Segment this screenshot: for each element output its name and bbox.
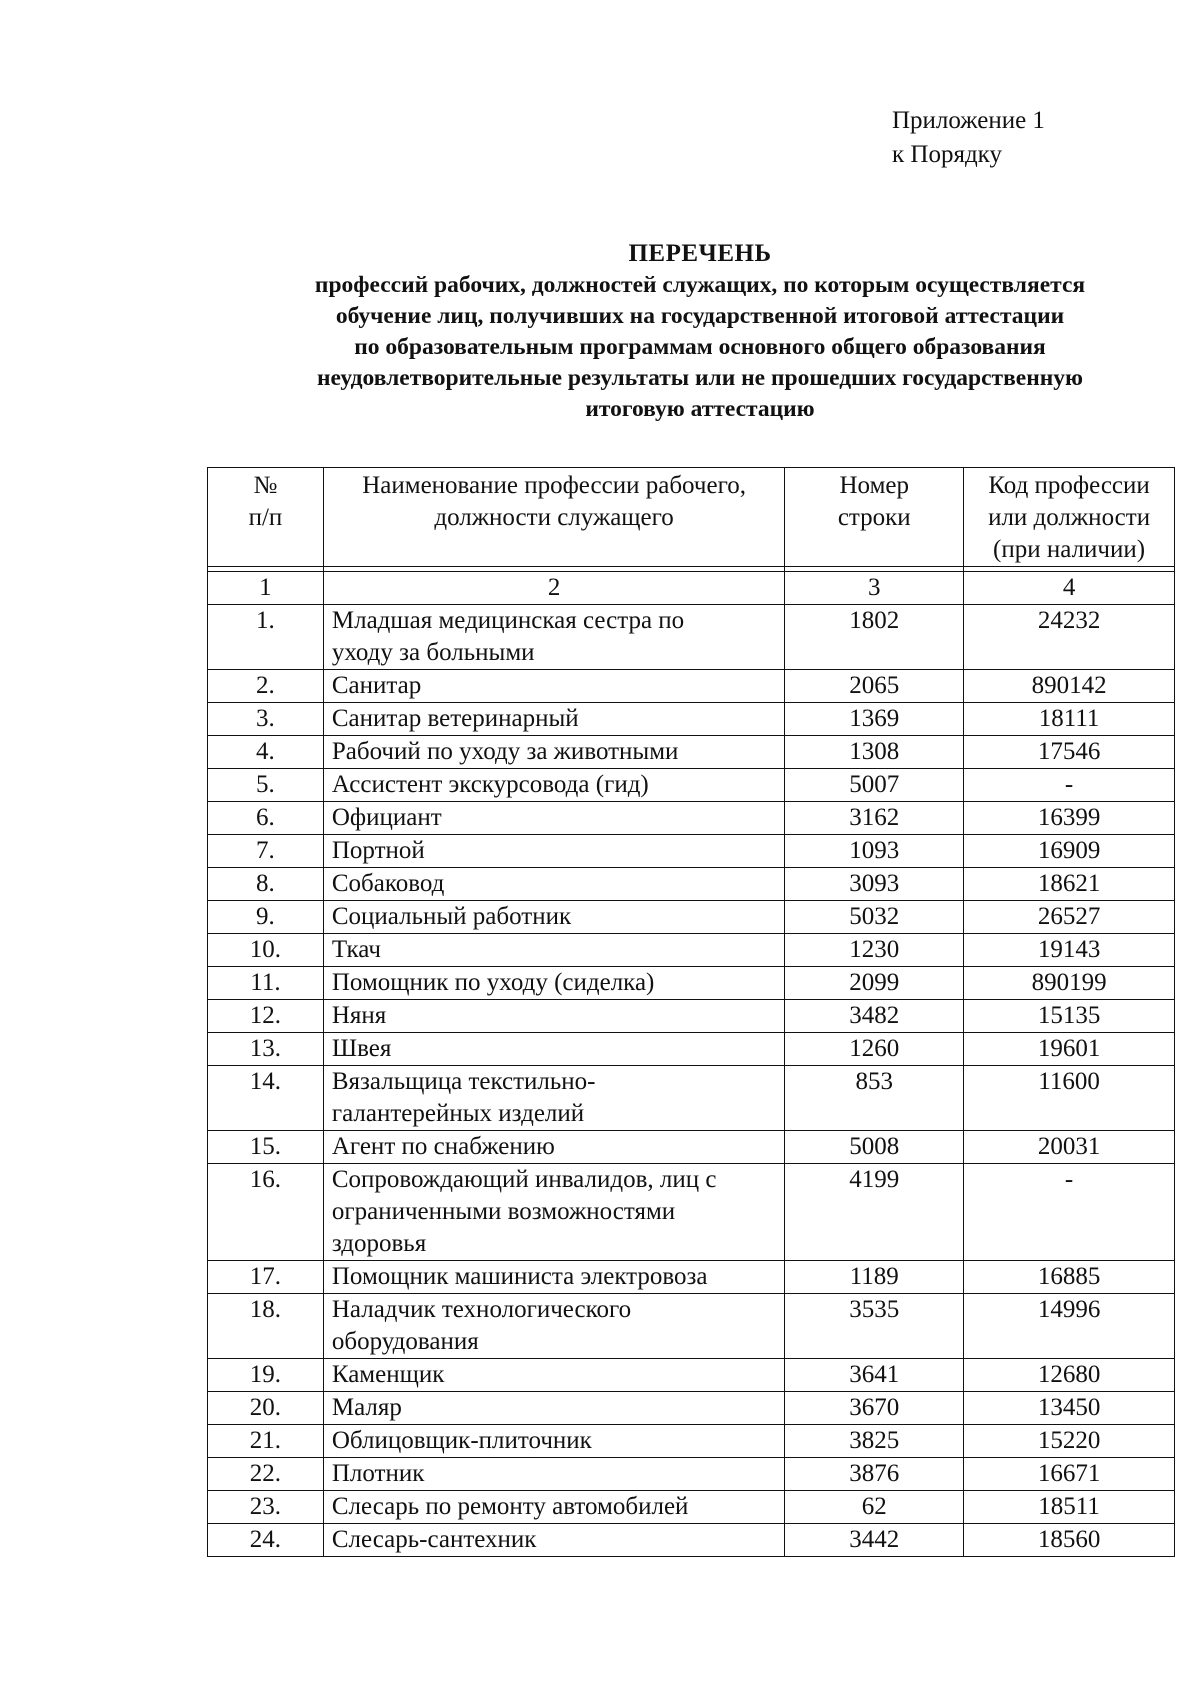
row-number: 3. — [208, 703, 324, 736]
profession-name-line: оборудования — [331, 1328, 479, 1355]
column-numbers-row — [208, 572, 1175, 605]
table-row — [208, 901, 1175, 934]
profession-name-line: Маляр — [331, 1394, 402, 1421]
table-row — [208, 736, 1175, 769]
profession-code: 15220 — [964, 1425, 1175, 1458]
table-row — [208, 835, 1175, 868]
header-text: № — [253, 472, 278, 499]
table-row — [208, 1033, 1175, 1066]
line-number: 5032 — [785, 901, 964, 934]
table-row — [208, 1458, 1175, 1491]
profession-name — [323, 1261, 784, 1294]
profession-name — [323, 703, 784, 736]
table-row — [208, 1491, 1175, 1524]
profession-code: 18621 — [964, 868, 1175, 901]
profession-code: 16671 — [964, 1458, 1175, 1491]
line-number: 1260 — [785, 1033, 964, 1066]
line-number: 2065 — [785, 670, 964, 703]
row-number: 22. — [208, 1458, 324, 1491]
line-number: 1093 — [785, 835, 964, 868]
table-row — [208, 769, 1175, 802]
profession-name — [323, 769, 784, 802]
table-row — [208, 1425, 1175, 1458]
row-number: 6. — [208, 802, 324, 835]
profession-code: 16399 — [964, 802, 1175, 835]
profession-name-line: Санитар — [331, 672, 422, 699]
profession-name — [323, 1491, 784, 1524]
profession-code: 13450 — [964, 1392, 1175, 1425]
profession-name-line: Каменщик — [331, 1361, 445, 1388]
profession-name — [323, 605, 784, 670]
row-number: 16. — [208, 1164, 324, 1261]
row-number: 4. — [208, 736, 324, 769]
profession-name-line: здоровья — [331, 1230, 427, 1257]
profession-name — [323, 1131, 784, 1164]
line-number: 62 — [785, 1491, 964, 1524]
profession-name — [323, 1425, 784, 1458]
header-text: п/п — [248, 504, 283, 531]
profession-name-line: Вязальщица текстильно- — [331, 1068, 596, 1095]
table-row — [208, 1359, 1175, 1392]
column-number: 3 — [785, 572, 964, 605]
profession-name — [323, 1000, 784, 1033]
professions-table — [207, 467, 1175, 1557]
table-row — [208, 1164, 1175, 1261]
header-text: или должности — [988, 504, 1151, 531]
profession-name-line: Няня — [331, 1002, 387, 1029]
row-number: 18. — [208, 1294, 324, 1359]
profession-name — [323, 835, 784, 868]
header-code — [964, 468, 1175, 567]
row-number: 19. — [208, 1359, 324, 1392]
row-number: 12. — [208, 1000, 324, 1033]
line-number: 2099 — [785, 967, 964, 1000]
line-number: 853 — [785, 1066, 964, 1131]
line-number: 1369 — [785, 703, 964, 736]
profession-name-line: Младшая медицинская сестра по — [331, 607, 685, 634]
row-number: 7. — [208, 835, 324, 868]
profession-name-line: Собаковод — [331, 870, 445, 897]
profession-code: 12680 — [964, 1359, 1175, 1392]
profession-name — [323, 934, 784, 967]
line-number: 3876 — [785, 1458, 964, 1491]
profession-name-line: Слесарь-сантехник — [331, 1526, 537, 1553]
profession-name-line: Слесарь по ремонту автомобилей — [331, 1493, 689, 1520]
table-body — [208, 468, 1175, 1557]
row-number: 1. — [208, 605, 324, 670]
profession-name — [323, 1458, 784, 1491]
table-row — [208, 868, 1175, 901]
title-line: обучение лиц, получивших на государственной итоговой аттестации — [335, 303, 1065, 329]
profession-name — [323, 1033, 784, 1066]
header-text: должности служащего — [434, 504, 674, 531]
profession-code: 890199 — [964, 967, 1175, 1000]
line-number: 1189 — [785, 1261, 964, 1294]
line-number: 1802 — [785, 605, 964, 670]
profession-name-line: Официант — [331, 804, 442, 831]
line-number: 3641 — [785, 1359, 964, 1392]
title-line: по образовательным программам основного общего образования — [354, 334, 1046, 360]
line-number: 3825 — [785, 1425, 964, 1458]
header-text: Номер — [839, 472, 909, 499]
row-number: 20. — [208, 1392, 324, 1425]
table-row — [208, 1131, 1175, 1164]
table-row — [208, 1261, 1175, 1294]
profession-name — [323, 1524, 784, 1557]
line-number: 3482 — [785, 1000, 964, 1033]
profession-name-line: Портной — [331, 837, 425, 864]
column-number: 4 — [964, 572, 1175, 605]
appendix-note — [892, 104, 1045, 172]
table-row — [208, 703, 1175, 736]
row-number: 2. — [208, 670, 324, 703]
header-text: Наименование профессии рабочего, — [362, 472, 746, 499]
profession-name-line: Ткач — [331, 936, 381, 963]
line-number: 1308 — [785, 736, 964, 769]
profession-name — [323, 802, 784, 835]
profession-name-line: Агент по снабжению — [331, 1133, 555, 1160]
profession-name-line: Облицовщик-плиточник — [331, 1427, 592, 1454]
line-number: 4199 — [785, 1164, 964, 1261]
title-line: неудовлетворительные результаты или не прошедших государственную — [317, 365, 1083, 391]
title-main: ПЕРЕЧЕНЬ — [628, 240, 772, 267]
line-number: 3162 — [785, 802, 964, 835]
profession-name-line: уходу за больными — [331, 639, 535, 666]
row-number: 9. — [208, 901, 324, 934]
row-number: 11. — [208, 967, 324, 1000]
profession-name — [323, 1164, 784, 1261]
header-line — [785, 468, 964, 567]
table-row — [208, 1524, 1175, 1557]
profession-name — [323, 670, 784, 703]
profession-name — [323, 967, 784, 1000]
table-row — [208, 934, 1175, 967]
profession-code: 15135 — [964, 1000, 1175, 1033]
profession-code: 14996 — [964, 1294, 1175, 1359]
row-number: 15. — [208, 1131, 324, 1164]
table-row — [208, 802, 1175, 835]
title-line: профессий рабочих, должностей служащих, по которым осуществляется — [314, 272, 1086, 298]
profession-name — [323, 901, 784, 934]
row-number: 24. — [208, 1524, 324, 1557]
profession-name-line: Плотник — [331, 1460, 425, 1487]
profession-code: 16885 — [964, 1261, 1175, 1294]
profession-name-line: Санитар ветеринарный — [331, 705, 579, 732]
profession-name — [323, 1066, 784, 1131]
row-number: 5. — [208, 769, 324, 802]
profession-code: - — [964, 769, 1175, 802]
title-line: итоговую аттестацию — [585, 396, 815, 422]
header-name — [323, 468, 784, 567]
table-row — [208, 1000, 1175, 1033]
table-row — [208, 605, 1175, 670]
line-number: 3670 — [785, 1392, 964, 1425]
table-row — [208, 1066, 1175, 1131]
profession-name-line: галантерейных изделий — [331, 1100, 585, 1127]
profession-code: 19601 — [964, 1033, 1175, 1066]
table-row — [208, 1294, 1175, 1359]
header-text: (при наличии) — [993, 536, 1146, 563]
profession-name-line: Ассистент экскурсовода (гид) — [331, 771, 649, 798]
column-number: 1 — [208, 572, 324, 605]
profession-code: 26527 — [964, 901, 1175, 934]
profession-name-line: Наладчик технологического — [331, 1296, 632, 1323]
line-number: 3093 — [785, 868, 964, 901]
header-text: Код профессии — [988, 472, 1150, 499]
table-row — [208, 1392, 1175, 1425]
line-number: 5008 — [785, 1131, 964, 1164]
table-row — [208, 670, 1175, 703]
profession-code: 18560 — [964, 1524, 1175, 1557]
row-number: 13. — [208, 1033, 324, 1066]
profession-name-line: ограниченными возможностями — [331, 1198, 676, 1225]
profession-code: 890142 — [964, 670, 1175, 703]
row-number: 10. — [208, 934, 324, 967]
row-number: 8. — [208, 868, 324, 901]
line-number: 5007 — [785, 769, 964, 802]
appendix-line-1: Приложение 1 — [892, 107, 1045, 134]
profession-code: - — [964, 1164, 1175, 1261]
row-number: 21. — [208, 1425, 324, 1458]
profession-name — [323, 1294, 784, 1359]
profession-name — [323, 1392, 784, 1425]
profession-name-line: Социальный работник — [331, 903, 572, 930]
profession-name-line: Рабочий по уходу за животными — [331, 738, 679, 765]
header-number — [208, 468, 324, 567]
profession-name-line: Швея — [331, 1035, 392, 1062]
table-row — [208, 967, 1175, 1000]
profession-name — [323, 868, 784, 901]
profession-name — [323, 736, 784, 769]
profession-code: 19143 — [964, 934, 1175, 967]
profession-code: 24232 — [964, 605, 1175, 670]
row-number: 23. — [208, 1491, 324, 1524]
table-header-row — [208, 468, 1175, 567]
profession-code: 18511 — [964, 1491, 1175, 1524]
profession-code: 17546 — [964, 736, 1175, 769]
header-text: строки — [837, 504, 911, 531]
profession-name-line: Сопровождающий инвалидов, лиц с — [331, 1166, 717, 1193]
line-number: 3442 — [785, 1524, 964, 1557]
profession-name — [323, 1359, 784, 1392]
line-number: 1230 — [785, 934, 964, 967]
column-number: 2 — [323, 572, 784, 605]
appendix-line-2: к Порядку — [892, 141, 1002, 168]
profession-name-line: Помощник по уходу (сиделка) — [331, 969, 655, 996]
profession-name-line: Помощник машиниста электровоза — [331, 1263, 708, 1290]
row-number: 14. — [208, 1066, 324, 1131]
profession-code: 16909 — [964, 835, 1175, 868]
profession-code: 18111 — [964, 703, 1175, 736]
row-number: 17. — [208, 1261, 324, 1294]
profession-code: 20031 — [964, 1131, 1175, 1164]
profession-code: 11600 — [964, 1066, 1175, 1131]
document-title — [200, 238, 1200, 425]
line-number: 3535 — [785, 1294, 964, 1359]
